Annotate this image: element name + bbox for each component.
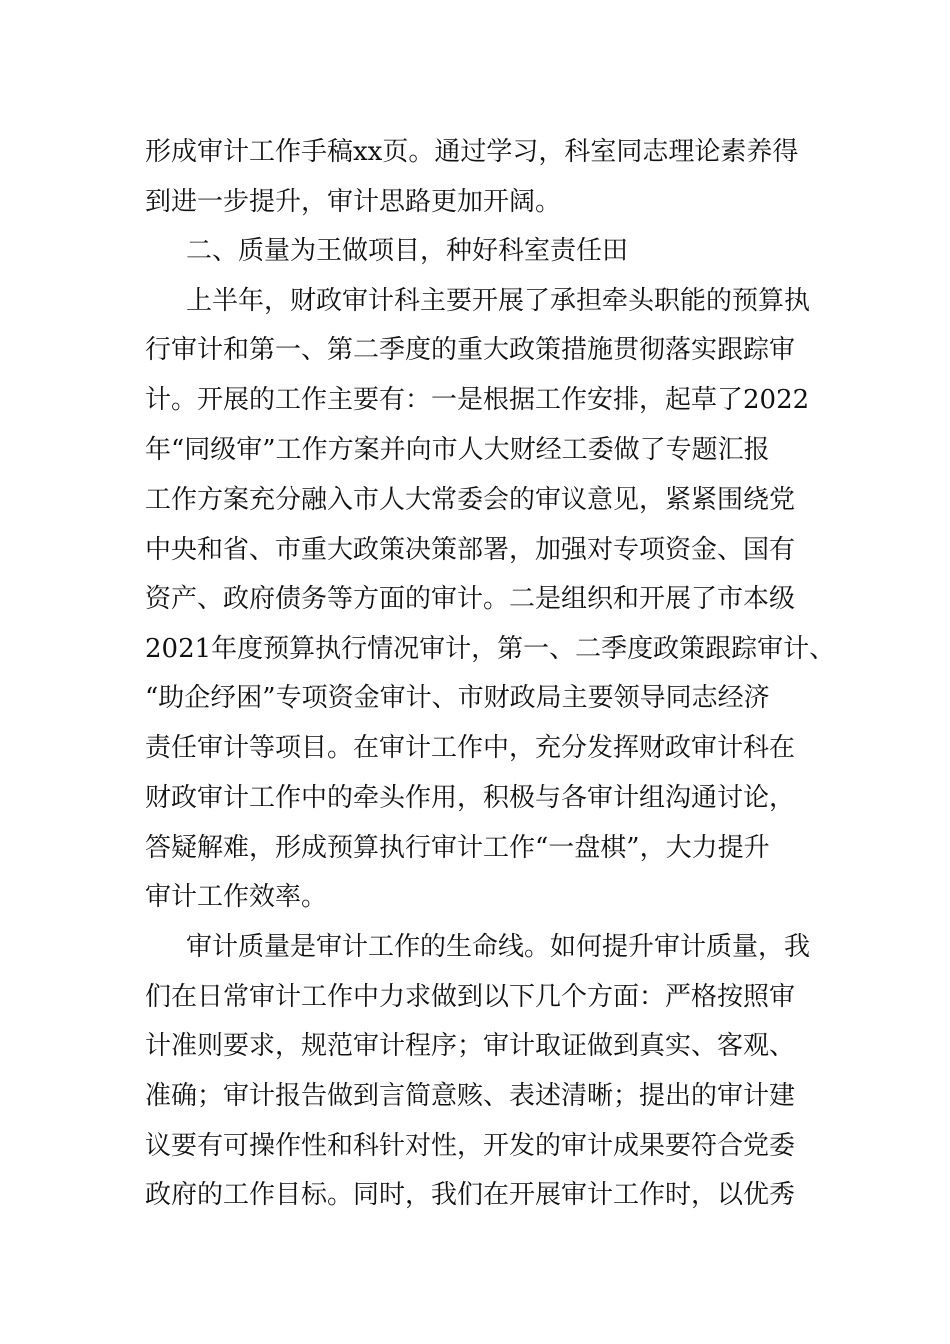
paragraph-line: 计。开展的工作主要有：一是根据工作安排，起草了2022 [145,385,810,415]
paragraph-line: 形成审计工作手稿xx页。通过学习，科室同志理论素养得 [145,137,799,167]
paragraph-line: 准确；审计报告做到言简意赅、表述清晰；提出的审计建 [145,1081,796,1111]
paragraph-line: 到进一步提升，审计思路更加开阔。 [145,187,562,217]
paragraph-line: 审计工作效率。 [145,882,328,912]
paragraph-line: 工作方案充分融入市人大常委会的审议意见，紧紧围绕党 [145,485,796,515]
paragraph-line: 2021年度预算执行情况审计，第一、二季度政策跟踪审计、 [145,634,836,664]
paragraph-line: 答疑解难，形成预算执行审计工作“一盘棋”，大力提升 [145,833,770,863]
paragraph-line: 上半年，财政审计科主要开展了承担牵头职能的预算执 [186,286,811,316]
paragraph-line: 审计质量是审计工作的生命线。如何提升审计质量，我 [186,932,811,962]
paragraph-line: 年“同级审”工作方案并向市人大财经工委做了专题汇报 [145,435,770,465]
section-heading: 二、质量为王做项目，种好科室责任田 [186,236,629,266]
paragraph-line: 财政审计工作中的牵头作用，积极与各审计组沟通讨论， [145,783,796,813]
paragraph-line: 们在日常审计工作中力求做到以下几个方面：严格按照审 [145,982,796,1012]
paragraph-line: 责任审计等项目。在审计工作中，充分发挥财政审计科在 [145,733,796,763]
paragraph-line: 行审计和第一、第二季度的重大政策措施贯彻落实跟踪审 [145,335,796,365]
paragraph-line: 中央和省、市重大政策决策部署，加强对专项资金、国有 [145,535,796,565]
paragraph-line: 资产、政府债务等方面的审计。二是组织和开展了市本级 [145,584,796,614]
paragraph-line: 计准则要求，规范审计程序；审计取证做到真实、客观、 [145,1031,796,1061]
paragraph-line: 政府的工作目标。同时，我们在开展审计工作时，以优秀 [145,1180,796,1210]
paragraph-line: 议要有可操作性和科针对性，开发的审计成果要符合党委 [145,1131,796,1161]
paragraph-line: “助企纾困”专项资金审计、市财政局主要领导同志经济 [145,683,770,713]
